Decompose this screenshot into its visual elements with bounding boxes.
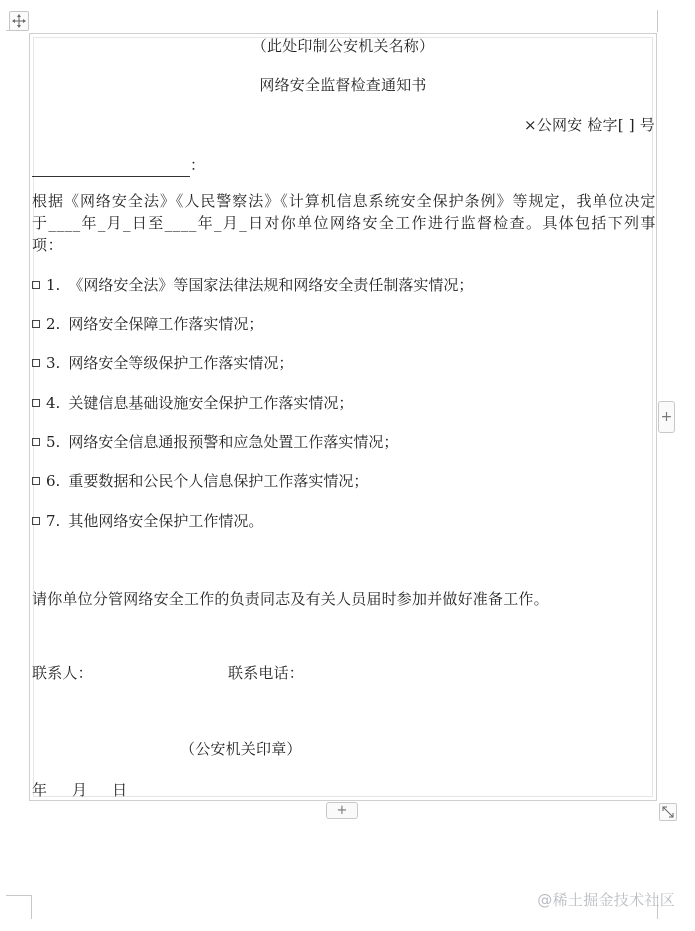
table-resize-handle[interactable]	[659, 803, 677, 821]
recipient-blank-line[interactable]	[32, 176, 190, 177]
check-item-3[interactable]	[32, 352, 293, 374]
corner-mark-bottom-left-v	[31, 895, 32, 919]
item-number: 7.	[46, 512, 61, 530]
table-cell-border	[33, 37, 653, 797]
request-paragraph: 请你单位分管网络安全工作的负责同志及有关人员届时参加并做好准备工作。	[32, 590, 549, 608]
add-row-button[interactable]: +	[326, 802, 358, 819]
item-text: 《网络安全法》等国家法律法规和网络安全责任制落实情况；	[68, 276, 474, 294]
contact-phone-label: 联系电话：	[228, 664, 305, 682]
checkbox-icon[interactable]	[32, 477, 40, 485]
item-number: 3.	[46, 354, 61, 372]
check-item-6[interactable]	[32, 470, 368, 492]
contact-person-label: 联系人：	[32, 664, 93, 682]
corner-mark-top-right-v	[657, 10, 658, 32]
move-icon	[12, 14, 26, 28]
checkbox-icon[interactable]	[32, 438, 40, 446]
item-text: 网络安全保障工作落实情况；	[68, 315, 264, 333]
add-column-button[interactable]: +	[658, 401, 675, 433]
item-number: 4.	[46, 394, 61, 412]
checkbox-icon[interactable]	[32, 320, 40, 328]
table-move-handle[interactable]	[9, 11, 29, 31]
item-number: 5.	[46, 433, 61, 451]
document-table	[29, 33, 657, 801]
item-number: 6.	[46, 472, 61, 490]
issuer-placeholder: （此处印制公安机关名称）	[251, 37, 435, 55]
check-item-4[interactable]	[32, 392, 353, 414]
seal-label: （公安机关印章）	[180, 740, 302, 758]
check-item-7[interactable]	[32, 510, 263, 532]
checkbox-icon[interactable]	[32, 517, 40, 525]
item-number: 1.	[46, 276, 61, 294]
corner-mark-bottom-left-h	[6, 895, 31, 896]
check-item-2[interactable]	[32, 313, 263, 335]
resize-icon	[662, 806, 674, 818]
watermark-text: @稀土掘金技术社区	[537, 891, 675, 909]
checkbox-icon[interactable]	[32, 281, 40, 289]
item-text: 网络安全信息通报预警和应急处置工作落实情况；	[68, 433, 399, 451]
checkbox-icon[interactable]	[32, 399, 40, 407]
item-number: 2.	[46, 315, 61, 333]
document-title: 网络安全监督检查通知书	[259, 76, 427, 94]
check-item-5[interactable]	[32, 431, 398, 453]
item-text: 其他网络安全保护工作情况。	[68, 512, 264, 530]
item-text: 重要数据和公民个人信息保护工作落实情况；	[68, 472, 369, 490]
document-number: ×公网安 检字[ ] 号	[524, 116, 655, 134]
date-label: 年 月 日	[32, 781, 128, 799]
intro-paragraph: 根据《网络安全法》《人民警察法》《计算机信息系统安全保护条例》等规定，我单位决定于____年_月_日至____年_月_日对你单位网络安全工作进行监督检查。具体包括下列事项：	[32, 192, 656, 254]
recipient-colon: ：	[190, 156, 206, 174]
item-text: 网络安全等级保护工作落实情况；	[68, 354, 294, 372]
checkbox-icon[interactable]	[32, 359, 40, 367]
check-item-1[interactable]	[32, 274, 473, 296]
item-text: 关键信息基础设施安全保护工作落实情况；	[68, 394, 354, 412]
